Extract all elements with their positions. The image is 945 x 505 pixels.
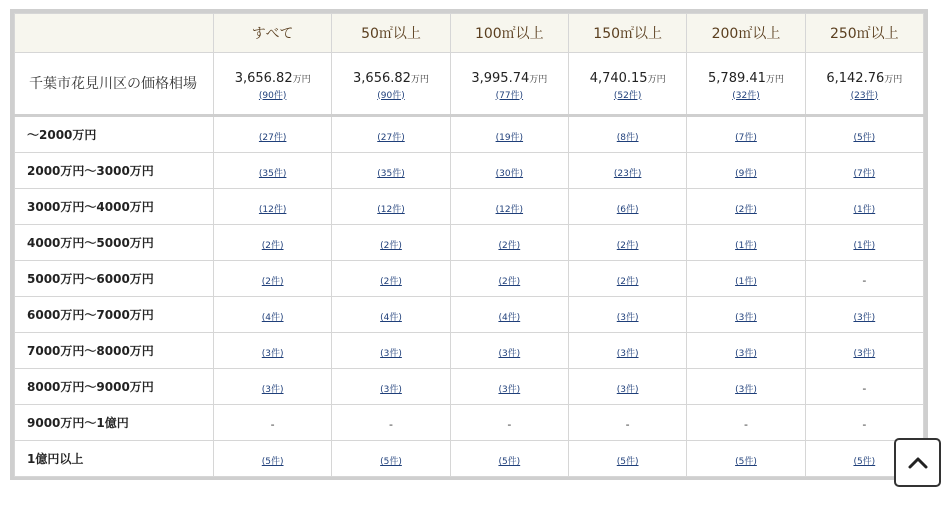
average-price: 3,995.74 xyxy=(471,70,530,86)
listing-count-link[interactable]: (7件) xyxy=(853,169,876,179)
count-cell xyxy=(568,225,686,261)
listing-count-link[interactable]: (5件) xyxy=(261,457,284,467)
table-row xyxy=(15,405,924,441)
average-price: 3,656.82 xyxy=(353,70,411,86)
listing-count-link[interactable]: (23件) xyxy=(613,169,642,179)
count-cell xyxy=(332,405,450,441)
listing-count-link[interactable]: (27件) xyxy=(258,133,287,143)
count-cell xyxy=(214,116,332,153)
listing-count-link[interactable]: (4件) xyxy=(380,313,402,323)
count-cell xyxy=(805,333,923,369)
price-unit: 万円 xyxy=(647,74,666,85)
no-listings-dash: - xyxy=(862,418,867,431)
count-cell xyxy=(214,225,332,261)
price-table-frame xyxy=(10,9,928,480)
count-cell xyxy=(214,189,332,225)
count-cell xyxy=(805,261,923,297)
listing-count-link[interactable]: (23件) xyxy=(850,90,879,101)
no-listings-dash: - xyxy=(862,274,867,287)
table-row xyxy=(15,116,924,153)
average-price-label: 千葉市花見川区の価格相場 xyxy=(15,53,214,116)
listing-count-link[interactable]: (4件) xyxy=(261,313,284,323)
listing-count-link[interactable]: (3件) xyxy=(380,349,402,359)
listing-count-link[interactable]: (5件) xyxy=(616,457,639,467)
count-cell xyxy=(568,369,686,405)
average-price-cell xyxy=(450,53,568,116)
average-price-cell xyxy=(214,53,332,116)
count-cell xyxy=(332,116,450,153)
listing-count-link[interactable]: (6件) xyxy=(616,205,639,215)
count-cell xyxy=(687,189,805,225)
listing-count-link[interactable]: (5件) xyxy=(853,457,876,467)
no-listings-dash: - xyxy=(862,382,867,395)
count-cell xyxy=(805,116,923,153)
chevron-up-icon xyxy=(907,456,929,470)
count-cell xyxy=(687,441,805,477)
average-price-cell xyxy=(687,53,805,116)
price-unit: 万円 xyxy=(292,74,311,85)
listing-count-link[interactable]: (3件) xyxy=(616,385,639,395)
count-cell xyxy=(450,405,568,441)
count-cell xyxy=(568,405,686,441)
count-cell xyxy=(568,116,686,153)
price-range-label: 1億円以上 xyxy=(15,441,214,477)
price-unit: 万円 xyxy=(529,74,548,85)
count-cell xyxy=(687,261,805,297)
listing-count-link[interactable]: (12件) xyxy=(377,205,405,215)
table-row xyxy=(15,333,924,369)
count-cell xyxy=(450,261,568,297)
count-cell xyxy=(332,297,450,333)
listing-count-link[interactable]: (35件) xyxy=(377,169,405,179)
count-cell xyxy=(332,333,450,369)
average-price-cell xyxy=(332,53,450,116)
count-cell xyxy=(450,225,568,261)
listing-count-link[interactable]: (52件) xyxy=(613,90,642,101)
table-row xyxy=(15,153,924,189)
listing-count-link[interactable]: (35件) xyxy=(258,169,287,179)
count-cell xyxy=(687,333,805,369)
count-cell xyxy=(568,441,686,477)
count-cell xyxy=(450,369,568,405)
count-cell xyxy=(214,405,332,441)
listing-count-link[interactable]: (2件) xyxy=(735,205,757,215)
listing-count-link[interactable]: (2件) xyxy=(498,241,521,251)
listing-count-link[interactable]: (12件) xyxy=(258,205,287,215)
count-cell xyxy=(332,189,450,225)
count-cell xyxy=(568,333,686,369)
count-cell xyxy=(332,369,450,405)
listing-count-link[interactable]: (2件) xyxy=(261,241,284,251)
scroll-to-top-button[interactable] xyxy=(894,438,941,487)
listing-count-link[interactable]: (3件) xyxy=(616,313,639,323)
no-listings-dash: - xyxy=(743,418,748,431)
listing-count-link[interactable]: (1件) xyxy=(853,205,876,215)
listing-count-link[interactable]: (90件) xyxy=(377,90,405,101)
table-row xyxy=(15,225,924,261)
header-corner xyxy=(15,14,214,53)
average-price-row xyxy=(15,53,924,116)
listing-count-link[interactable]: (3件) xyxy=(380,385,402,395)
listing-count-link[interactable]: (32件) xyxy=(732,90,760,101)
no-listings-dash: - xyxy=(270,418,275,431)
listing-count-link[interactable]: (2件) xyxy=(498,277,521,287)
count-cell xyxy=(687,405,805,441)
header-100sqm: 100㎡以上 xyxy=(450,14,568,53)
listing-count-link[interactable]: (12件) xyxy=(495,205,524,215)
listing-count-link[interactable]: (2件) xyxy=(616,277,639,287)
listing-count-link[interactable]: (90件) xyxy=(258,90,287,101)
listing-count-link[interactable]: (1件) xyxy=(853,241,876,251)
average-price: 6,142.76 xyxy=(826,70,885,86)
price-range-rows xyxy=(15,116,924,477)
count-cell xyxy=(805,225,923,261)
count-cell xyxy=(450,189,568,225)
header-all: すべて xyxy=(214,14,332,53)
table-row xyxy=(15,441,924,477)
listing-count-link[interactable]: (2件) xyxy=(261,277,284,287)
count-cell xyxy=(332,153,450,189)
listing-count-link[interactable]: (3件) xyxy=(498,385,521,395)
price-range-label: 2000万円～3000万円 xyxy=(15,153,214,189)
average-price-cell xyxy=(805,53,923,116)
count-cell xyxy=(687,369,805,405)
average-price: 4,740.15 xyxy=(589,70,648,86)
listing-count-link[interactable]: (5件) xyxy=(380,457,402,467)
price-range-label: 6000万円～7000万円 xyxy=(15,297,214,333)
listing-count-link[interactable]: (4件) xyxy=(498,313,521,323)
count-cell xyxy=(568,153,686,189)
price-range-label: 7000万円～8000万円 xyxy=(15,333,214,369)
listing-count-link[interactable]: (3件) xyxy=(498,349,521,359)
price-range-table xyxy=(14,13,924,477)
listing-count-link[interactable]: (3件) xyxy=(853,313,876,323)
count-cell xyxy=(214,153,332,189)
listing-count-link[interactable]: (3件) xyxy=(616,349,639,359)
count-cell xyxy=(332,261,450,297)
no-listings-dash: - xyxy=(389,418,393,431)
listing-count-link[interactable]: (2件) xyxy=(616,241,639,251)
count-cell xyxy=(805,297,923,333)
listing-count-link[interactable]: (3件) xyxy=(735,349,757,359)
count-cell xyxy=(214,297,332,333)
count-cell xyxy=(805,369,923,405)
count-cell xyxy=(805,405,923,441)
count-cell xyxy=(687,116,805,153)
price-range-label: 3000万円～4000万円 xyxy=(15,189,214,225)
count-cell xyxy=(450,441,568,477)
count-cell xyxy=(450,153,568,189)
count-cell xyxy=(568,189,686,225)
listing-count-link[interactable]: (7件) xyxy=(735,133,757,143)
table-row xyxy=(15,261,924,297)
average-price: 3,656.82 xyxy=(234,70,293,86)
count-cell xyxy=(214,441,332,477)
count-cell xyxy=(214,261,332,297)
listing-count-link[interactable]: (2件) xyxy=(380,277,402,287)
listing-count-link[interactable]: (3件) xyxy=(261,349,284,359)
price-unit: 万円 xyxy=(884,74,903,85)
table-row xyxy=(15,189,924,225)
count-cell xyxy=(450,333,568,369)
average-price-cell xyxy=(568,53,686,116)
count-cell xyxy=(568,297,686,333)
listing-count-link[interactable]: (2件) xyxy=(380,241,402,251)
header-200sqm: 200㎡以上 xyxy=(687,14,805,53)
listing-count-link[interactable]: (3件) xyxy=(735,313,757,323)
header-150sqm: 150㎡以上 xyxy=(568,14,686,53)
count-cell xyxy=(214,333,332,369)
listing-count-link[interactable]: (3件) xyxy=(261,385,284,395)
price-unit: 万円 xyxy=(765,74,784,85)
count-cell xyxy=(332,225,450,261)
listing-count-link[interactable]: (77件) xyxy=(495,90,524,101)
count-cell xyxy=(805,153,923,189)
table-header-row xyxy=(15,14,924,53)
no-listings-dash: - xyxy=(507,418,512,431)
header-50sqm: 50㎡以上 xyxy=(332,14,450,53)
header-250sqm: 250㎡以上 xyxy=(805,14,923,53)
listing-count-link[interactable]: (1件) xyxy=(735,241,757,251)
count-cell xyxy=(450,116,568,153)
count-cell xyxy=(687,297,805,333)
listing-count-link[interactable]: (5件) xyxy=(498,457,521,467)
listing-count-link[interactable]: (8件) xyxy=(616,133,639,143)
table-row xyxy=(15,369,924,405)
price-range-label: 9000万円～1億円 xyxy=(15,405,214,441)
count-cell xyxy=(214,369,332,405)
listing-count-link[interactable]: (30件) xyxy=(495,169,524,179)
count-cell xyxy=(450,297,568,333)
price-range-label: 8000万円～9000万円 xyxy=(15,369,214,405)
price-range-label: 4000万円～5000万円 xyxy=(15,225,214,261)
count-cell xyxy=(805,189,923,225)
table-row xyxy=(15,297,924,333)
count-cell xyxy=(687,225,805,261)
count-cell xyxy=(332,441,450,477)
price-unit: 万円 xyxy=(410,74,429,85)
listing-count-link[interactable]: (1件) xyxy=(735,277,757,287)
listing-count-link[interactable]: (3件) xyxy=(735,385,757,395)
count-cell xyxy=(568,261,686,297)
listing-count-link[interactable]: (3件) xyxy=(853,349,876,359)
no-listings-dash: - xyxy=(625,418,630,431)
average-price: 5,789.41 xyxy=(708,70,766,86)
listing-count-link[interactable]: (9件) xyxy=(735,169,757,179)
count-cell xyxy=(687,153,805,189)
listing-count-link[interactable]: (27件) xyxy=(377,133,405,143)
listing-count-link[interactable]: (5件) xyxy=(853,133,876,143)
price-range-label: 5000万円～6000万円 xyxy=(15,261,214,297)
listing-count-link[interactable]: (19件) xyxy=(495,133,524,143)
price-range-label: ～2000万円 xyxy=(15,116,214,153)
listing-count-link[interactable]: (5件) xyxy=(735,457,757,467)
